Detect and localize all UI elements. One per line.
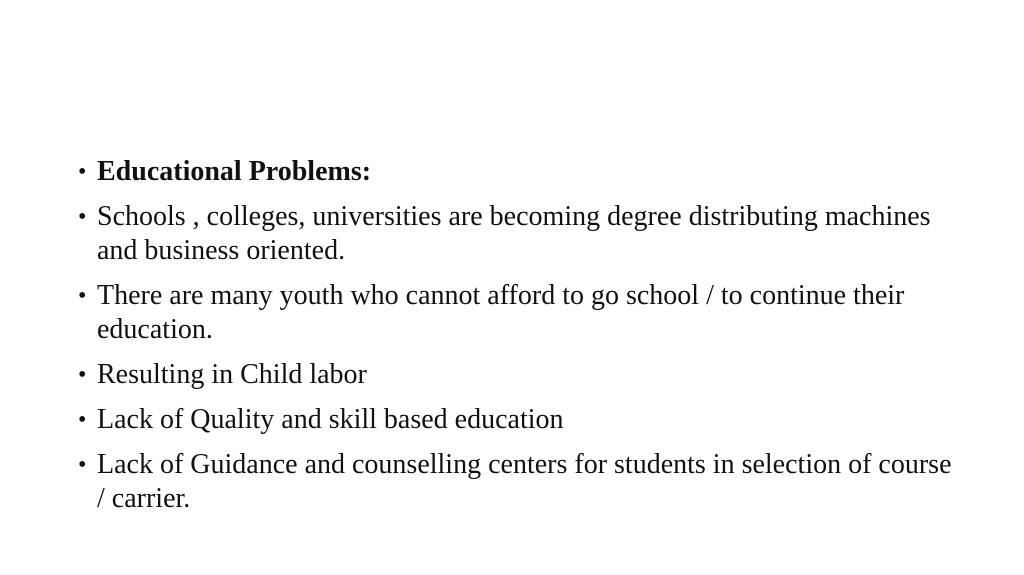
- bullet-item: [78, 279, 958, 347]
- bullet-item: [78, 448, 958, 516]
- bullet-text: Schools , colleges, universities are becoming degree distributing machines and business oriented.: [97, 201, 931, 266]
- bullet-item: [78, 200, 958, 268]
- bullet-text: Lack of Guidance and counselling centers for students in selection of course / carrier.: [97, 449, 952, 514]
- bullet-icon: •: [78, 452, 87, 478]
- bullet-icon: •: [78, 407, 87, 433]
- bullet-icon: •: [78, 159, 87, 185]
- bullet-icon: •: [78, 283, 87, 309]
- bullet-text: Resulting in Child labor: [97, 359, 367, 390]
- bullet-text: Educational Problems:: [97, 156, 372, 187]
- bullet-item-heading: [78, 155, 958, 189]
- bullet-text: There are many youth who cannot afford to go school / to continue their education.: [97, 280, 905, 345]
- bullet-icon: •: [78, 204, 87, 230]
- bullet-item: [78, 403, 958, 437]
- bullet-text: Lack of Quality and skill based education: [97, 404, 564, 435]
- bullet-item: [78, 358, 958, 392]
- bullet-list: [78, 155, 958, 527]
- bullet-icon: •: [78, 362, 87, 388]
